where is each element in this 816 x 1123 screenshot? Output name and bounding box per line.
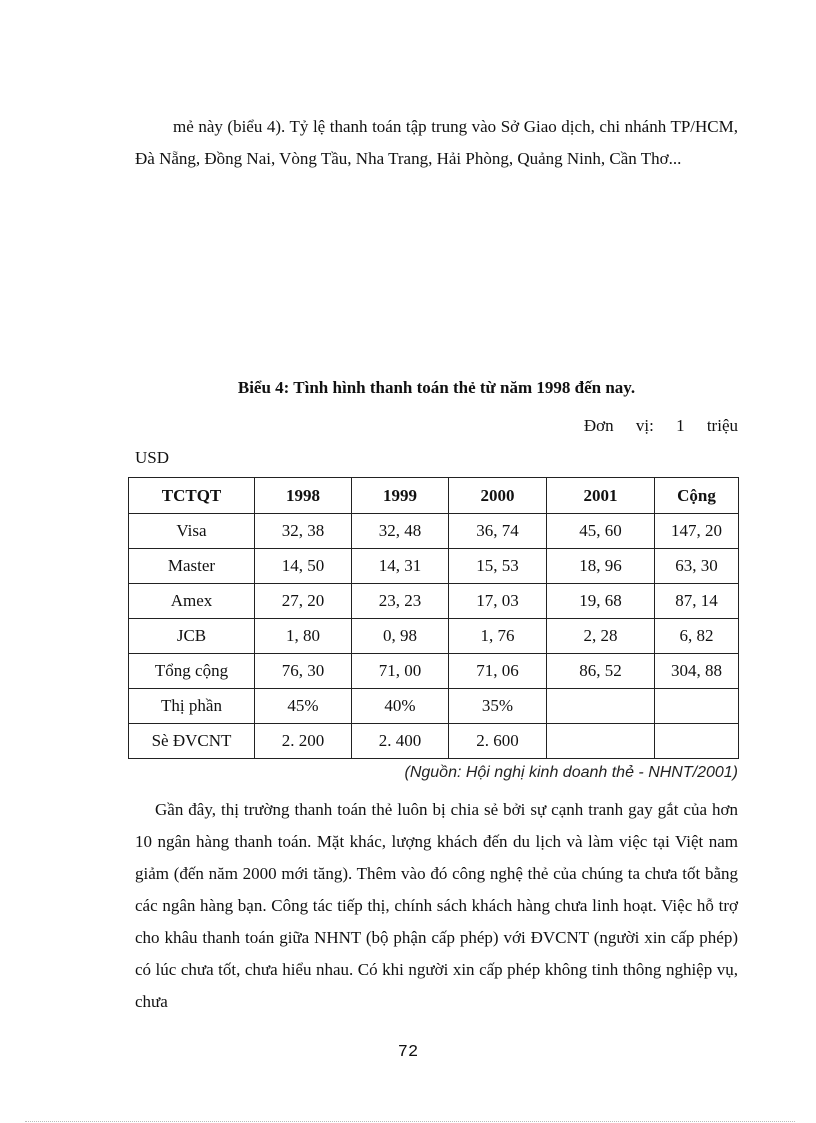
- unit-line-1: Đơn vị: 1 triệu: [583, 416, 738, 435]
- table-row: [129, 689, 739, 724]
- table-cell: 2. 200: [255, 724, 352, 759]
- header-cell: Cộng: [655, 478, 739, 514]
- table-cell: 76, 30: [255, 654, 352, 689]
- table-cell: 1, 80: [255, 619, 352, 654]
- source-note: (Nguồn: Hội nghị kinh doanh thẻ - NHNT/2001): [404, 764, 738, 781]
- table-cell: 1, 76: [449, 619, 547, 654]
- unit-line-2: USD: [135, 448, 170, 467]
- row-label: Sè ĐVCNT: [129, 724, 255, 759]
- table-row: [129, 724, 739, 759]
- table-row: [129, 514, 739, 549]
- payment-table: [128, 477, 739, 759]
- table-cell: 2. 400: [352, 724, 449, 759]
- table-cell: 45, 60: [547, 514, 655, 549]
- table-cell: 0, 98: [352, 619, 449, 654]
- table-cell: [655, 689, 739, 724]
- table-cell: 23, 23: [352, 584, 449, 619]
- table-cell: 18, 96: [547, 549, 655, 584]
- row-label: JCB: [129, 619, 255, 654]
- table-cell: 71, 00: [352, 654, 449, 689]
- header-cell: 1999: [352, 478, 449, 514]
- table-cell: 32, 48: [352, 514, 449, 549]
- table-row: [129, 584, 739, 619]
- table-cell: 27, 20: [255, 584, 352, 619]
- page-bottom-divider: [25, 1121, 795, 1122]
- row-label: Thị phần: [129, 689, 255, 724]
- row-label: Amex: [129, 584, 255, 619]
- table-cell: 15, 53: [449, 549, 547, 584]
- row-label: Master: [129, 549, 255, 584]
- table-cell: 2, 28: [547, 619, 655, 654]
- table-cell: 2. 600: [449, 724, 547, 759]
- row-label: Visa: [129, 514, 255, 549]
- table-cell: 32, 38: [255, 514, 352, 549]
- table-cell: 40%: [352, 689, 449, 724]
- table-caption: Biểu 4: Tình hình thanh toán thẻ từ năm 1998 đến nay.: [237, 378, 636, 397]
- table-cell: 14, 50: [255, 549, 352, 584]
- table-cell: 71, 06: [449, 654, 547, 689]
- table-cell: 17, 03: [449, 584, 547, 619]
- table-cell: 45%: [255, 689, 352, 724]
- page-number: 72: [397, 1043, 419, 1062]
- header-cell: 1998: [255, 478, 352, 514]
- table-cell: 36, 74: [449, 514, 547, 549]
- header-cell: 2001: [547, 478, 655, 514]
- table-cell: 63, 30: [655, 549, 739, 584]
- table-header-row: [129, 478, 739, 514]
- intro-paragraph: mẻ này (biểu 4). Tỷ lệ thanh toán tập trung vào Sở Giao dịch, chi nhánh TP/HCM, Đà Nẵng, Đồng Nai, Vòng Tầu, Nha Trang, Hải Phòng, Quảng Ninh, Cần Thơ...: [135, 117, 738, 168]
- table-cell: 14, 31: [352, 549, 449, 584]
- table-cell: 147, 20: [655, 514, 739, 549]
- table-cell: 86, 52: [547, 654, 655, 689]
- body-paragraph: Gần đây, thị trường thanh toán thẻ luôn bị chia sẻ bởi sự cạnh tranh gay gắt của hơn 10 ngân hàng thanh toán. Mặt khác, lượng khách đến du lịch và làm việc tại Việt nam giảm (đến năm 2000 mới tăng). Thêm vào đó công nghệ thẻ của chúng ta chưa tốt bằng các ngân hàng bạn. Công tác tiếp thị, chính sách khách hàng chưa linh hoạt. Việc hỗ trợ cho khâu thanh toán giữa NHNT (bộ phận cấp phép) với ĐVCNT (người xin cấp phép) có lúc chưa tốt, chưa hiểu nhau. Có khi người xin cấp phép không tinh thông nghiệp vụ, chưa: [135, 800, 738, 1011]
- unit-label: [135, 410, 738, 474]
- table-cell: [655, 724, 739, 759]
- row-label: Tổng cộng: [129, 654, 255, 689]
- table-cell: 19, 68: [547, 584, 655, 619]
- table-cell: 6, 82: [655, 619, 739, 654]
- table-row: [129, 549, 739, 584]
- table-row: [129, 619, 739, 654]
- header-cell: TCTQT: [129, 478, 255, 514]
- header-cell: 2000: [449, 478, 547, 514]
- table-cell: 35%: [449, 689, 547, 724]
- table-row: [129, 654, 739, 689]
- table-cell: 304, 88: [655, 654, 739, 689]
- table-cell: [547, 689, 655, 724]
- table-cell: [547, 724, 655, 759]
- table-cell: 87, 14: [655, 584, 739, 619]
